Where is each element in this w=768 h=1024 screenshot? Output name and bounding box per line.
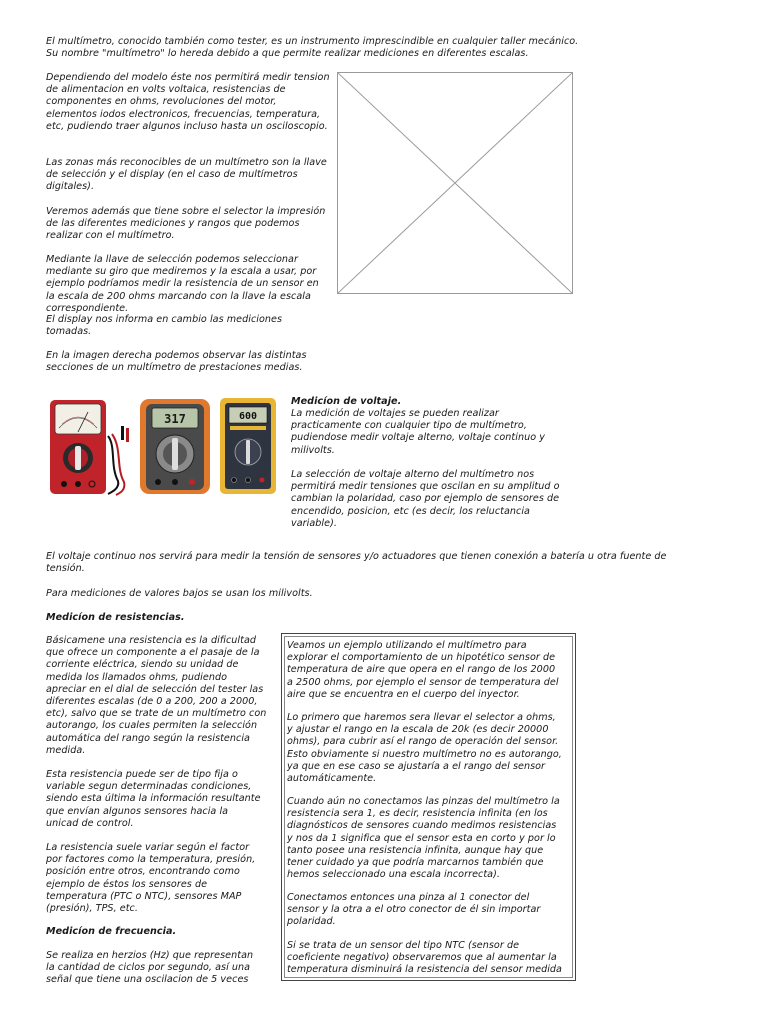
llave-paragraph: Mediante la llave de selección podemos seleccionar mediante su giro que mediremos y la escala a usar, por ejemplo podríamos medir la resistencia de un sensor en la escala de 200 ohms marcando con la llave la escala correspondiente.	[46, 254, 319, 314]
continuous-voltage-paragraph: El voltaje continuo nos servirá para medir la tensión de sensores y/o actuadores que tienen conexión a batería u otra fuente de tensión.	[46, 551, 667, 575]
resistance-paragraph-1: Básicamene una resistencia es la dificultad que ofrece un componente a el pasaje de la corriente eléctrica, siendo su unidad de medida los llamados ohms, pudiendo apreciar en el dial de selección del tester las diferentes escalas (de 0 a 200, 200 a 2000, etc), salvo que se trate de un multímetro con autorango, los cuales permiten la selección automática del rango según la resistencia medida.	[46, 635, 267, 756]
orange-meter-display: 317	[164, 412, 186, 426]
multimeters-photo	[50, 396, 278, 496]
digital-multimeter-orange-image	[140, 399, 210, 494]
example-paragraph-2: Lo primero que haremos sera llevar el selector a ohms, y ajustar el rango en la escala de 20k (es decir 20000 ohms), para cubrir así el rango de operación del sensor. Esto obviamente si nuestro multímetro no es autorango, ya que en ese caso se ajustaría a el rango del sensor automáticamente.	[287, 712, 562, 785]
resistance-paragraph-3: La resistencia suele variar según el factor por factores como la temperatura, presión, posición entre otros, encontrando como ejemplo de éstos los sensores de temperatura (PTC o NTC), sensores MAP (presión), TPS, etc.	[46, 842, 256, 915]
image-placeholder	[337, 72, 573, 294]
milivolts-paragraph: Para mediciones de valores bajos se usan los milivolts.	[46, 588, 313, 599]
voltage-heading: Medicíon de voltaje.	[291, 396, 402, 407]
voltage-paragraph-1: La medición de voltajes se pueden realizar practicamente con cualquier tipo de multímetro, pudiendose medir voltaje alterno, voltaje continuo y milivolts.	[291, 408, 545, 456]
yellow-meter-display: 600	[238, 411, 258, 422]
resistance-heading: Medicíon de resistencias.	[46, 612, 185, 623]
model-paragraph: Dependiendo del modelo éste nos permitirá medir tension de alimentacion en volts voltaica, resistencias de componentes en ohms, revoluciones del motor, elementos iodos electronicos, frecuencias, temperatura, etc, pudiendo traer algunos incluso hasta un osciloscopio.	[46, 72, 330, 132]
example-paragraph-3: Cuando aún no conectamos las pinzas del multímetro la resistencia sera 1, es decir, resistencia infinita (en los diagnósticos de sensores cuando medimos resistencias y nos da 1 significa que el sensor esta en corto y por lo tanto posee una resistencia infinita, aunque hay que tener cuidado ya que podría marcarnos también que hemos seleccionado una escala incorrecta).	[287, 796, 560, 881]
display-paragraph: El display nos informa en cambio las mediciones tomadas.	[46, 314, 283, 338]
frequency-paragraph-1: Se realiza en herzios (Hz) que representan la cantidad de ciclos por segundo, así una señal que tiene una oscilacion de 5 veces	[46, 950, 254, 986]
frequency-heading: Medicíon de frecuencia.	[46, 926, 177, 937]
selector-paragraph: Veremos además que tiene sobre el selector la impresión de las diferentes mediciones y rangos que podemos realizar con el multímetro.	[46, 206, 326, 242]
example-paragraph-5: Si se trata de un sensor del tipo NTC (sensor de coeficiente negativo) observaremos que al aumentar la temperatura disminuirá la resistencia del sensor medida	[287, 940, 562, 976]
example-paragraph-1: Veamos un ejemplo utilizando el multímetro para explorar el comportamiento de un hipotético sensor de temperatura de aire que opera en el rango de los 2000 a 2500 ohms, por ejemplo el sensor de temperatura del aire que se encuentra en el cuerpo del inyector.	[287, 640, 559, 700]
example-paragraph-4: Conectamos entonces una pinza al 1 conector del sensor y la otra a el otro conector de él sin importar polaridad.	[287, 892, 541, 928]
voltage-paragraph-2: La selección de voltaje alterno del multímetro nos permitirá medir tensiones que oscilan en su amplitud o cambian la polaridad, caso por ejemplo de sensores de encendido, posicion, etc (es decir, los reluctancia variable).	[291, 469, 560, 529]
test-leads-image	[108, 426, 129, 495]
intro-paragraph: El multímetro, conocido también como tester, es un instrumento imprescindible en cualquier taller mecánico. Su nombre "multímetro" lo hereda debido a que permite realizar mediciones en diferentes escalas.	[46, 36, 579, 60]
digital-multimeter-yellow-image	[220, 398, 276, 494]
analog-multimeter-image	[50, 400, 106, 494]
image-note-paragraph: En la imagen derecha podemos observar las distintas secciones de un multímetro de prestaciones medias.	[46, 350, 307, 374]
example-box	[281, 633, 576, 981]
resistance-paragraph-2: Esta resistencia puede ser de tipo fija o variable segun determinadas condiciones, siendo esta última la información resultante que envían algunos sensores hacia la unicad de control.	[46, 769, 261, 829]
zones-paragraph: Las zonas más reconocibles de un multímetro son la llave de selección y el display (en el caso de multímetros digitales).	[46, 157, 327, 193]
